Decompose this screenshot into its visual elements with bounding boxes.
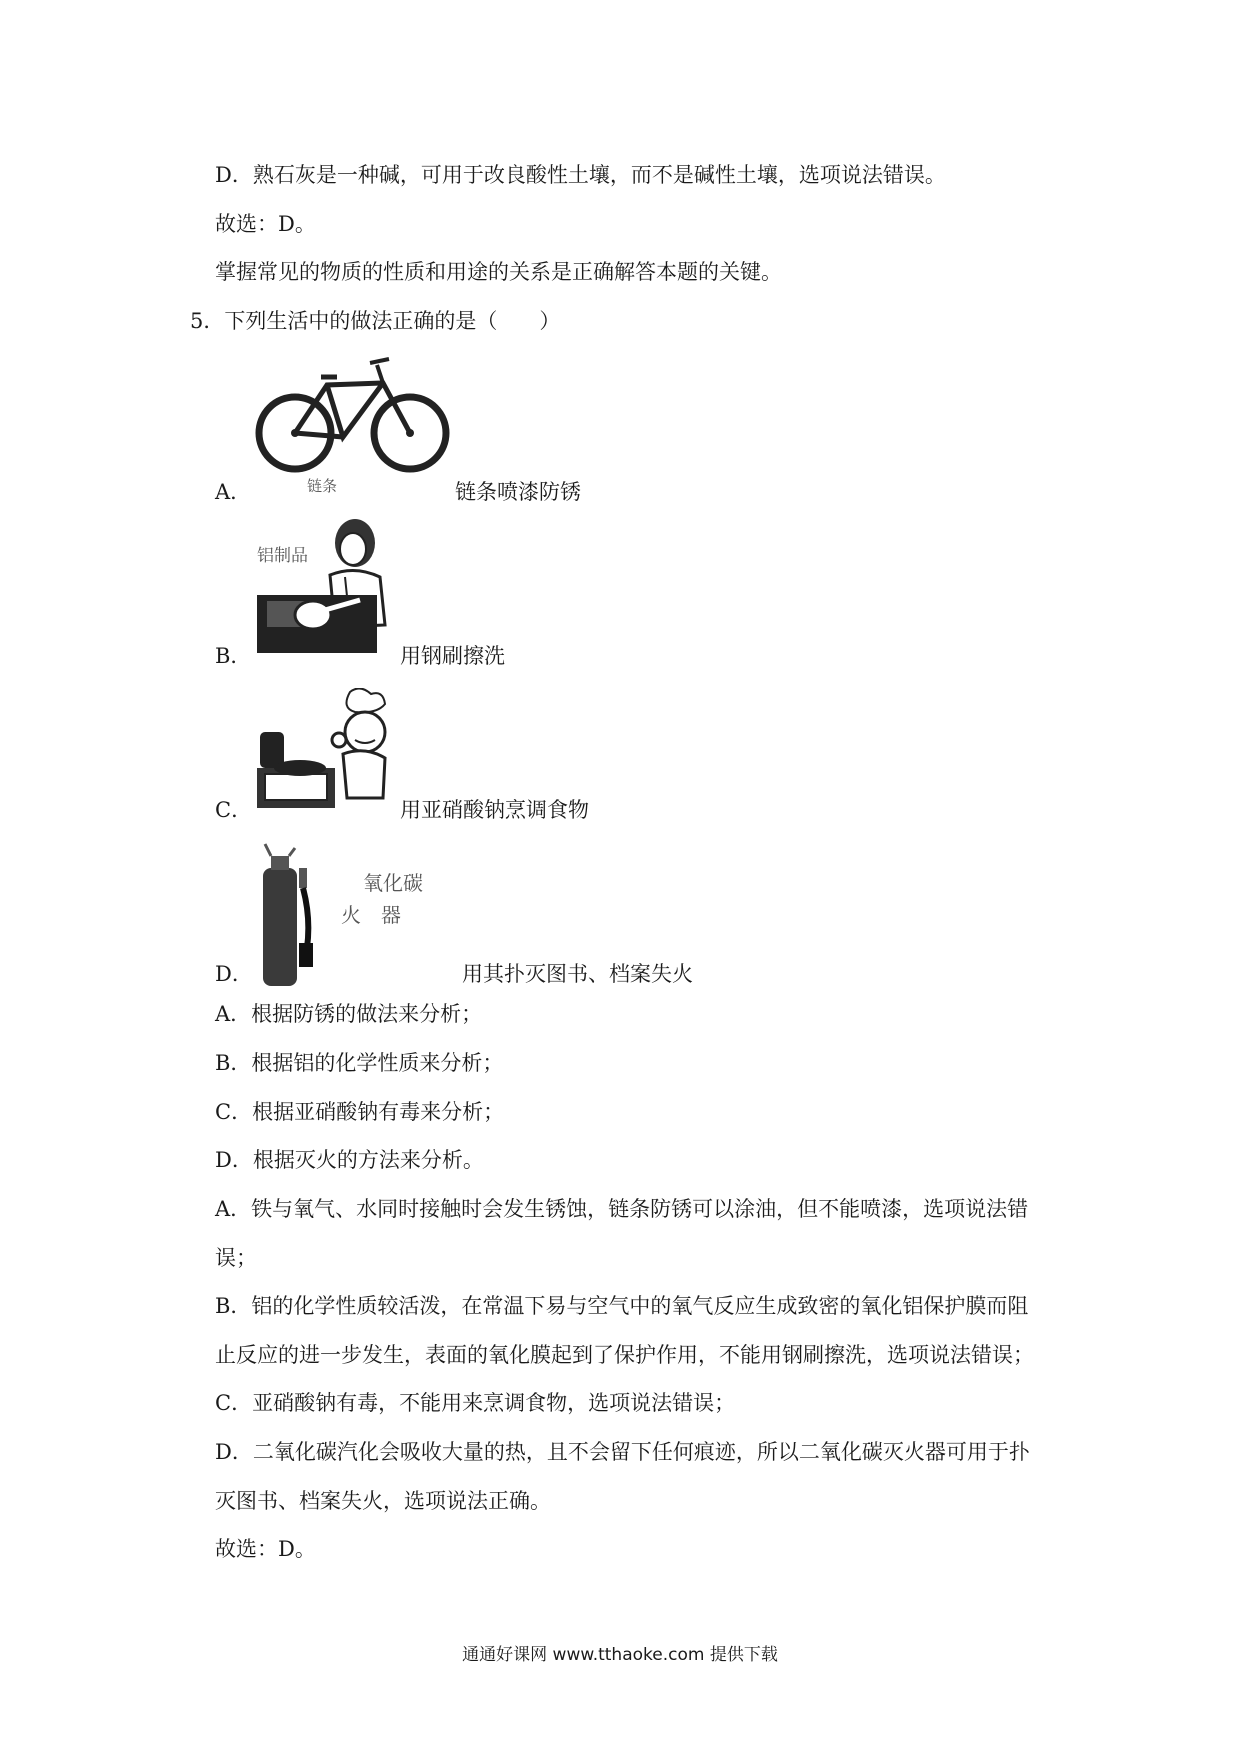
analysis-b: B．根据铝的化学性质来分析； <box>215 1051 504 1075</box>
solution-line-6: D．二氧化碳汽化会吸收大量的热，且不会留下任何痕迹，所以二氧化碳灭火器可用于扑 <box>215 1440 1030 1464</box>
solution-choice: 故选：D。 <box>215 1537 316 1561</box>
analysis-d: D．根据灭火的方法来分析。 <box>215 1148 484 1172</box>
solution-line-3: B．铝的化学性质较活泼，在常温下易与空气中的氧气反应生成致密的氧化铝保护膜而阻 <box>215 1294 1029 1318</box>
option-a-text: 链条喷漆防锈 <box>455 480 581 504</box>
analysis-a: A．根据防锈的做法来分析； <box>215 1002 483 1026</box>
solution-line-1: A．铁与氧气、水同时接触时会发生锈蚀，链条防锈可以涂油，但不能喷漆，选项说法错 <box>215 1197 1029 1221</box>
chef-cooking-icon <box>255 688 400 813</box>
bicycle-icon <box>255 355 455 505</box>
option-d-text: 用其扑灭图书、档案失火 <box>462 962 693 986</box>
extinguisher-label-line1: 氧化碳 <box>363 871 423 895</box>
prev-option-d: D．熟石灰是一种碱，可用于改良酸性土壤，而不是碱性土壤，选项说法错误。 <box>215 163 946 187</box>
option-c-letter: C． <box>215 798 253 822</box>
person-washing-icon <box>255 515 400 655</box>
fire-extinguisher-icon <box>255 838 455 988</box>
solution-line-4: 止反应的进一步发生，表面的氧化膜起到了保护作用，不能用钢刷擦洗，选项说法错误； <box>215 1343 1034 1367</box>
option-c-text: 用亚硝酸钠烹调食物 <box>400 798 589 822</box>
aluminum-image-label: 铝制品 <box>257 546 308 566</box>
footer-source: 通通好课网 www.tthaoke.com 提供下载 <box>462 1645 778 1665</box>
bicycle-image-label: 链条 <box>307 477 338 495</box>
option-a-letter: A． <box>215 480 252 504</box>
extinguisher-label-line2: 火 器 <box>341 903 401 927</box>
prev-note: 掌握常见的物质的性质和用途的关系是正确解答本题的关键。 <box>215 260 782 284</box>
option-b-letter: B． <box>215 644 252 668</box>
question-stem: 5．下列生活中的做法正确的是（ ） <box>190 309 561 333</box>
solution-line-5: C．亚硝酸钠有毒，不能用来烹调食物，选项说法错误； <box>215 1391 736 1415</box>
option-d-letter: D． <box>215 962 253 986</box>
option-b-text: 用钢刷擦洗 <box>400 644 505 668</box>
solution-line-7: 灭图书、档案失火，选项说法正确。 <box>215 1489 551 1513</box>
analysis-c: C．根据亚硝酸钠有毒来分析； <box>215 1100 505 1124</box>
prev-choice: 故选：D。 <box>215 212 316 236</box>
solution-line-2: 误； <box>215 1246 257 1270</box>
